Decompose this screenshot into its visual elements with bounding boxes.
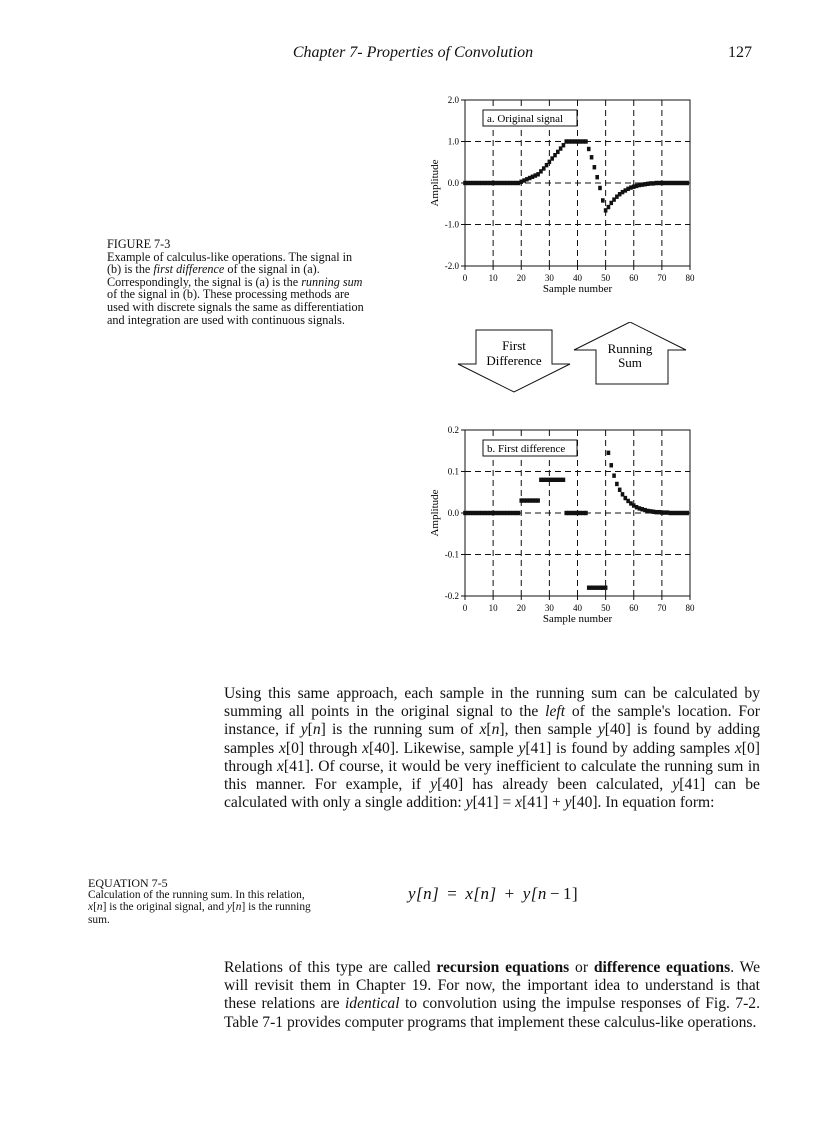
eq-term2a: y[n [522,884,547,903]
chart-b-xtick-label-3: 30 [544,603,554,613]
first-difference-line1: First [502,338,526,353]
para1-run-23: y [430,776,438,794]
chart-a-point-46 [593,165,597,169]
chart-b-svg [420,420,720,630]
chart-a-point-79 [685,181,689,185]
operation-arrows [448,322,698,402]
para1-run-31: y [564,794,572,812]
para2-run-3: difference equations [593,959,731,976]
chart-a-point-48 [598,186,602,190]
running-sum-line1: Running [607,341,653,356]
chart-b-point-50 [604,586,608,590]
para1-run-7: x [479,721,487,739]
caption-em-2: running sum [301,274,363,289]
para1-run-26: [41] can be calculated with only a single addition: [224,776,760,812]
eq-term1: x[n] [465,884,497,903]
chart-a-point-49 [601,198,605,202]
eq-minus: − [549,884,561,903]
para1-run-32: [40]. In equation form: [571,794,715,812]
para1-run-27: y [465,794,473,812]
eq-caption-2: is the original signal, and [106,901,227,914]
caption-em-1: first difference [153,262,225,277]
chart-a-svg [420,90,720,300]
chart-b-xlabel: Sample number [542,613,613,625]
eq-caption-y: y [226,901,232,914]
body-paragraph-1 [224,685,760,812]
para2-run-2: or [569,959,594,976]
chart-b-point-55 [618,488,622,492]
chart-b-point-53 [612,473,616,477]
chart-a-ytick-label-0: -2.0 [444,261,459,271]
chart-b-xtick-label-8: 80 [685,603,695,613]
chart-b-xtick-label-6: 60 [629,603,639,613]
para1-run-13: x [279,739,286,757]
eq-lhs: y[n] [408,884,440,903]
para1-run-12: [40] is found by adding samples [224,721,761,757]
chart-b-ytick-label-4: 0.2 [447,425,459,435]
chart-a-point-51 [607,205,611,209]
chart-a-title: a. Original signal [487,113,564,125]
para1-run-5: n [312,721,321,739]
chart-b-point-26 [536,498,540,502]
para1-run-0: Using this same approach, each sample in the running sum can be calculated by summing all points in the original signal to the [224,685,760,721]
chart-a-point-47 [595,175,599,179]
chart-a-ytick-label-3: 1.0 [447,136,459,147]
chart-b-point-51 [607,451,611,455]
chart-b-ylabel: Amplitude [429,489,441,537]
figure-caption [107,238,369,326]
para1-run-21: x [276,757,284,775]
para1-run-14: [0] through [285,739,363,757]
chart-a-ytick-label-1: -1.0 [444,219,459,230]
eq-plus: + [504,884,515,903]
para1-run-24: [40] has already been calculated, [437,776,673,794]
para2-run-4: . We will revisit them in Chapter 19. For now, the important idea to understand is that these relations are [224,959,760,1013]
para1-run-29: x [515,794,523,812]
chart-a-xtick-label-6: 60 [629,273,639,283]
equation-label: EQUATION 7-5 [88,876,168,890]
body-paragraph-2 [224,959,760,1032]
para1-run-8: [ [486,721,492,739]
para1-run-10: ], then sample [499,721,598,739]
para1-run-17: y [518,739,526,757]
chart-b-xtick-label-4: 40 [573,603,582,613]
chart-a-xtick-label-0: 0 [462,273,468,283]
chart-b-ytick-label-1: -0.1 [444,549,459,560]
para1-run-2: of the sample's location. For instance, if [224,703,760,739]
eq-equals: = [447,884,458,903]
para1-run-9: n [491,721,500,739]
equation-7-5 [408,884,578,904]
chart-a-xtick-label-2: 20 [516,273,526,283]
page-number: 127 [728,44,752,61]
para1-run-3: y [300,721,308,739]
eq-caption-1: Calculation of the running sum. In this relation, [88,889,305,902]
caption-text-2: of the signal in (a). Correspondingly, the signal is (a) is the [107,262,320,289]
eq-term2b: 1] [563,884,579,903]
eq-caption-n1: n [96,901,103,914]
running-header [0,44,816,62]
equation-caption: EQUATION 7-5 Calculation of the running sum. In this relation, x[n] is the original signal, and y[n] is the running sum. [88,877,318,926]
para1-run-1: left [545,703,566,721]
chart-a-xlabel: Sample number [542,283,613,295]
chart-b-xtick-label-0: 0 [462,603,468,613]
chart-b-point-52 [609,463,613,467]
chart-b-xtick-label-5: 50 [601,603,611,613]
chart-b-xtick-label-2: 20 [516,603,526,613]
chart-b-ytick-label-3: 0.1 [447,466,459,477]
para2-run-0: Relations of this type are called [224,959,437,976]
para1-run-22: [41]. Of course, it would be very inefficient to calculate the running sum in this manner. For example, if [224,757,760,794]
caption-text-3: of the signal in (b). These processing methods are used with discrete signals the same as differentiation and integration are used with continuous signals. [107,287,364,327]
para1-run-25: y [672,776,680,794]
running-sum-line2: Sum [618,355,642,370]
para1-run-11: y [597,721,605,739]
para1-run-6: ] is the running sum of [320,721,480,739]
chart-b-point-43 [584,511,588,515]
chart-b-point-54 [615,482,619,486]
chart-b-title: b. First difference [487,443,566,455]
chart-a-xtick-label-7: 70 [657,273,667,283]
chart-a-ytick-label-2: 0.0 [447,178,459,188]
eq-caption-n2: n [235,901,242,914]
chart-a-point-43 [584,139,588,143]
chart-a-point-44 [587,147,591,151]
caption-text-1: Example of calculus-like operations. The signal in (b) is the [107,249,353,277]
para2-run-5: identical [344,995,400,1013]
arrows-svg [448,322,698,402]
first-difference-line2: Difference [486,353,542,368]
chapter-title: Chapter 7- Properties of Convolution [292,44,534,61]
chart-a-xtick-label-3: 30 [544,273,554,283]
chart-b-point-19 [517,511,521,515]
chart-b-xtick-label-1: 10 [488,603,498,613]
chart-a-xtick-label-4: 40 [573,273,582,283]
chart-a-ytick-label-4: 2.0 [447,95,459,105]
para2-run-6: to convolution using the impulse responses of Fig. 7-2. Table 7-1 provides computer programs that implement these calculus-like operations. [224,995,760,1031]
chart-b-ytick-label-0: -0.2 [444,591,459,601]
para1-run-16: [40]. Likewise, sample [369,739,519,757]
chart-b-ytick-label-2: 0.0 [447,508,459,518]
para2-run-1: recursion equations [436,959,570,976]
para1-run-20: [0] through [224,739,760,775]
para1-run-28: [41] = [472,794,516,812]
para1-run-15: x [362,739,370,757]
chart-b-xtick-label-7: 70 [657,603,667,613]
eq-caption-x: x [88,901,94,914]
chart-first-difference [420,420,720,630]
para1-run-19: x [734,739,742,757]
eq-caption-3: is the running sum. [88,901,311,926]
chart-original-signal [420,90,720,300]
chart-b-point-79 [685,511,689,515]
chart-a-xtick-label-8: 80 [685,273,695,283]
chart-b-point-35 [562,478,566,482]
figure-label: FIGURE 7-3 [107,237,171,251]
para1-run-4: [ [307,721,313,739]
para1-run-30: [41] + [522,794,565,812]
chart-a-xtick-label-5: 50 [601,273,611,283]
chart-a-xtick-label-1: 10 [488,273,498,283]
chart-a-point-45 [590,155,594,159]
chart-a-ylabel: Amplitude [429,159,441,207]
para1-run-18: [41] is found by adding samples [525,739,735,757]
